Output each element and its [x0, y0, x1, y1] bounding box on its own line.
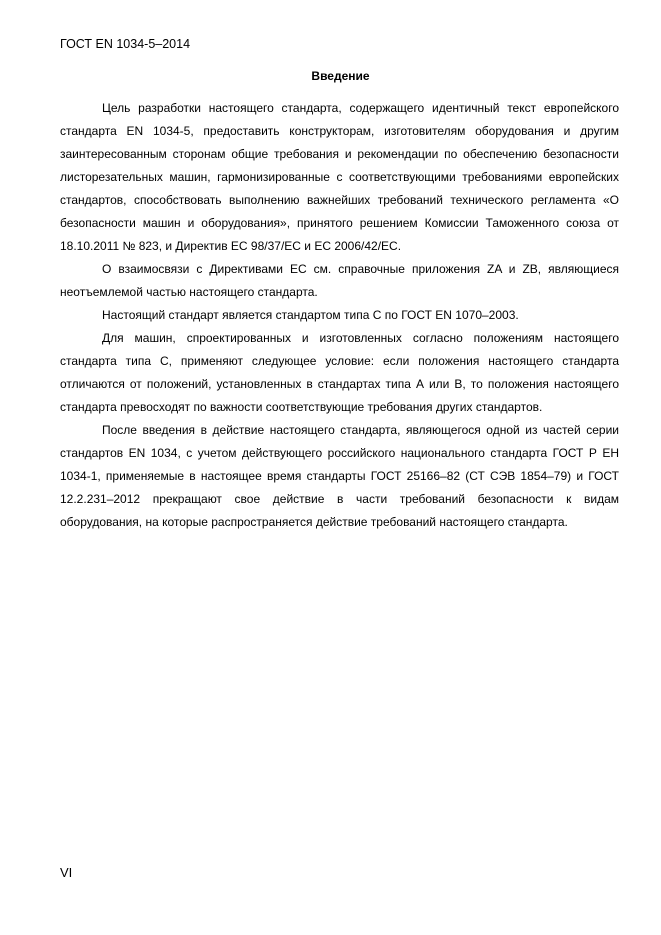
paragraph-directives: О взаимосвязи с Директивами ЕС см. справочные приложения ZA и ZB, являющиеся неотъемлемой частью настоящего стандарта.: [60, 262, 619, 299]
paragraph-standard-type: Настоящий стандарт является стандартом типа С по ГОСТ EN 1070–2003.: [102, 308, 519, 322]
introduction-body: [60, 97, 619, 534]
section-title: Введение: [311, 69, 370, 83]
paragraph-supersession: После введения в действие настоящего стандарта, являющегося одной из частей серии стандартов EN 1034, с учетом действующего российского национального стандарта ГОСТ Р ЕН 1034-1, применяемые в настоящее время стандарты ГОСТ 25166–82 (СТ СЭВ 1854–79) и ГОСТ 12.2.231–2012 прекращают свое действие в части требований безопасности к видам оборудования, на которые распространяется действие требований настоящего стандарта.: [60, 423, 619, 529]
paragraph-type-c-condition: Для машин, спроектированных и изготовленных согласно положениям настоящего стандарта типа С, применяют следующее условие: если положения настоящего стандарта отличаются от положений, установленных в стандартах типа А или В, то положения настоящего стандарта превосходят по важности соответствующие требования других стандартов.: [60, 331, 619, 414]
page-number: VI: [60, 865, 73, 880]
document-code-header: ГОСТ EN 1034-5–2014: [60, 37, 191, 51]
paragraph-purpose: Цель разработки настоящего стандарта, содержащего идентичный текст европейского стандарта EN 1034-5, предоставить конструкторам, изготовителям оборудования и другим заинтересованным сторонам общие требования и рекомендации по обеспечению безопасности листорезательных машин, гармонизированные с соответствующими требованиями европейских стандартов, способствовать выполнению важнейших требований технического регламента «О безопасности машин и оборудования», принятого решением Комиссии Таможенного союза от 18.10.2011 № 823, и Директив ЕС 98/37/ЕС и ЕС 2006/42/ЕС.: [60, 101, 619, 253]
